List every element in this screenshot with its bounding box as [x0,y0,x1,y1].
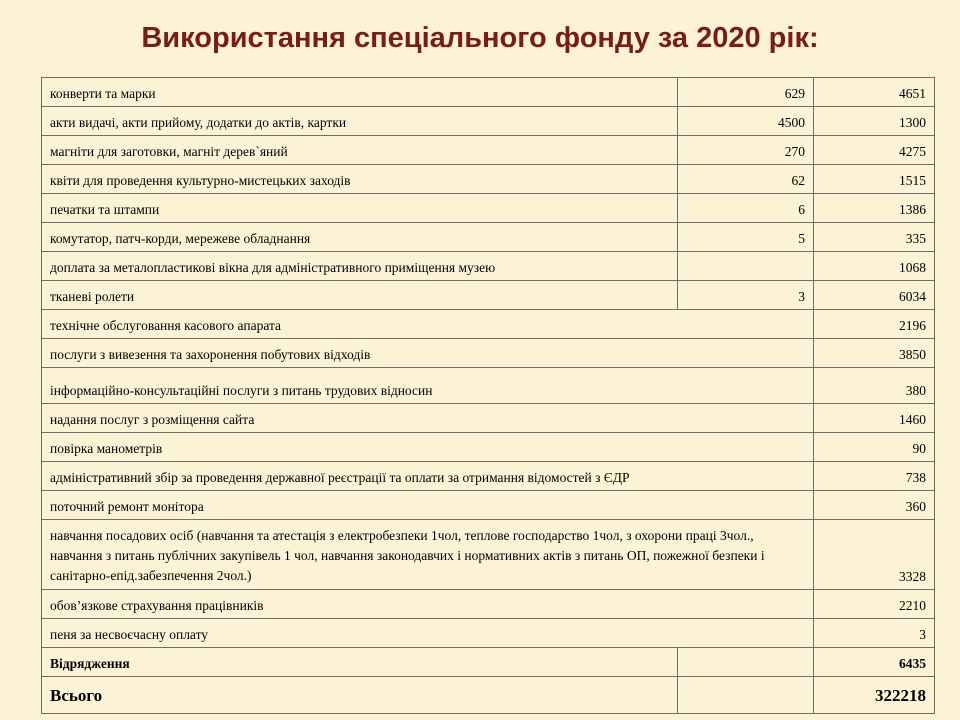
item-qty-cell: 6 [678,194,814,223]
table-row [42,165,935,194]
table-row [42,368,935,404]
service-name-cell: пеня за несвоєчасну оплату [42,619,814,648]
table-row [42,223,935,252]
item-qty-cell [678,252,814,281]
table-row [42,433,935,462]
service-name-cell: обов’язкове страхування працівників [42,590,814,619]
item-name-cell: квіти для проведення культурно-мистецьких заходів [42,165,678,194]
item-amount-cell: 1515 [814,165,935,194]
table-row [42,491,935,520]
service-amount-cell: 90 [814,433,935,462]
item-name-cell: акти видачі, акти прийому, додатки до актів, картки [42,107,678,136]
table-row [42,462,935,491]
total-row [42,677,935,714]
item-amount-cell: 6034 [814,281,935,310]
table-row [42,339,935,368]
item-amount-cell: 4275 [814,136,935,165]
service-name-cell: надання послуг з розміщення сайта [42,404,814,433]
table-row [42,194,935,223]
item-qty-cell: 3 [678,281,814,310]
page-title: Використання спеціального фонду за 2020 рік: [141,22,819,54]
service-name-cell: послуги з вивезення та захоронення побутових відходів [42,339,814,368]
total-qty-cell [678,677,814,714]
travel-label: Відрядження [42,648,678,677]
item-qty-cell: 270 [678,136,814,165]
service-amount-cell: 3328 [814,520,935,590]
item-amount-cell: 1068 [814,252,935,281]
table-row [42,520,935,590]
item-name-cell: комутатор, патч-корди, мережеве обладнання [42,223,678,252]
service-amount-cell: 3 [814,619,935,648]
service-name-cell: адміністративний збір за проведення державної реєстрації та оплати за отримання відомостей з ЄДР [42,462,814,491]
table-row [42,252,935,281]
item-qty-cell: 62 [678,165,814,194]
item-name-cell: тканеві ролети [42,281,678,310]
table-row [42,619,935,648]
item-amount-cell: 335 [814,223,935,252]
service-amount-cell: 1460 [814,404,935,433]
item-qty-cell: 5 [678,223,814,252]
service-name-cell: навчання посадових осіб (навчання та атестація з електробезпеки 1чол, теплове господарство 1чол, з охорони праці 3чол., навчання з питань публічних закупівель 1 чол, навчання законодавчих і нормативних актів з питань ОП, пожежної безпеки і санітарно-епід.забезпечення 2чол.) [42,520,814,590]
special-fund-table [41,77,935,714]
travel-qty-cell [678,648,814,677]
item-name-cell: магніти для заготовки, магніт дерев`яний [42,136,678,165]
table-row [42,78,935,107]
service-amount-cell: 2196 [814,310,935,339]
service-name-cell: технічне обслуговання касового апарата [42,310,814,339]
service-amount-cell: 738 [814,462,935,491]
table-row [42,281,935,310]
item-qty-cell: 4500 [678,107,814,136]
service-name-cell: повірка манометрів [42,433,814,462]
travel-row [42,648,935,677]
service-amount-cell: 360 [814,491,935,520]
item-amount-cell: 1300 [814,107,935,136]
item-qty-cell: 629 [678,78,814,107]
table-row [42,310,935,339]
table-row [42,136,935,165]
item-amount-cell: 1386 [814,194,935,223]
item-amount-cell: 4651 [814,78,935,107]
travel-amount: 6435 [814,648,935,677]
item-name-cell: конверти та марки [42,78,678,107]
total-label: Всього [42,677,678,714]
service-name-cell: інформаційно-консультаційні послуги з питань трудових відносин [42,368,814,404]
item-name-cell: печатки та штампи [42,194,678,223]
table-row [42,107,935,136]
table-row [42,590,935,619]
item-name-cell: доплата за металопластикові вікна для адміністративного приміщення музею [42,252,678,281]
service-amount-cell: 380 [814,368,935,404]
table-row [42,404,935,433]
total-amount: 322218 [814,677,935,714]
service-amount-cell: 2210 [814,590,935,619]
service-name-cell: поточний ремонт монітора [42,491,814,520]
service-amount-cell: 3850 [814,339,935,368]
